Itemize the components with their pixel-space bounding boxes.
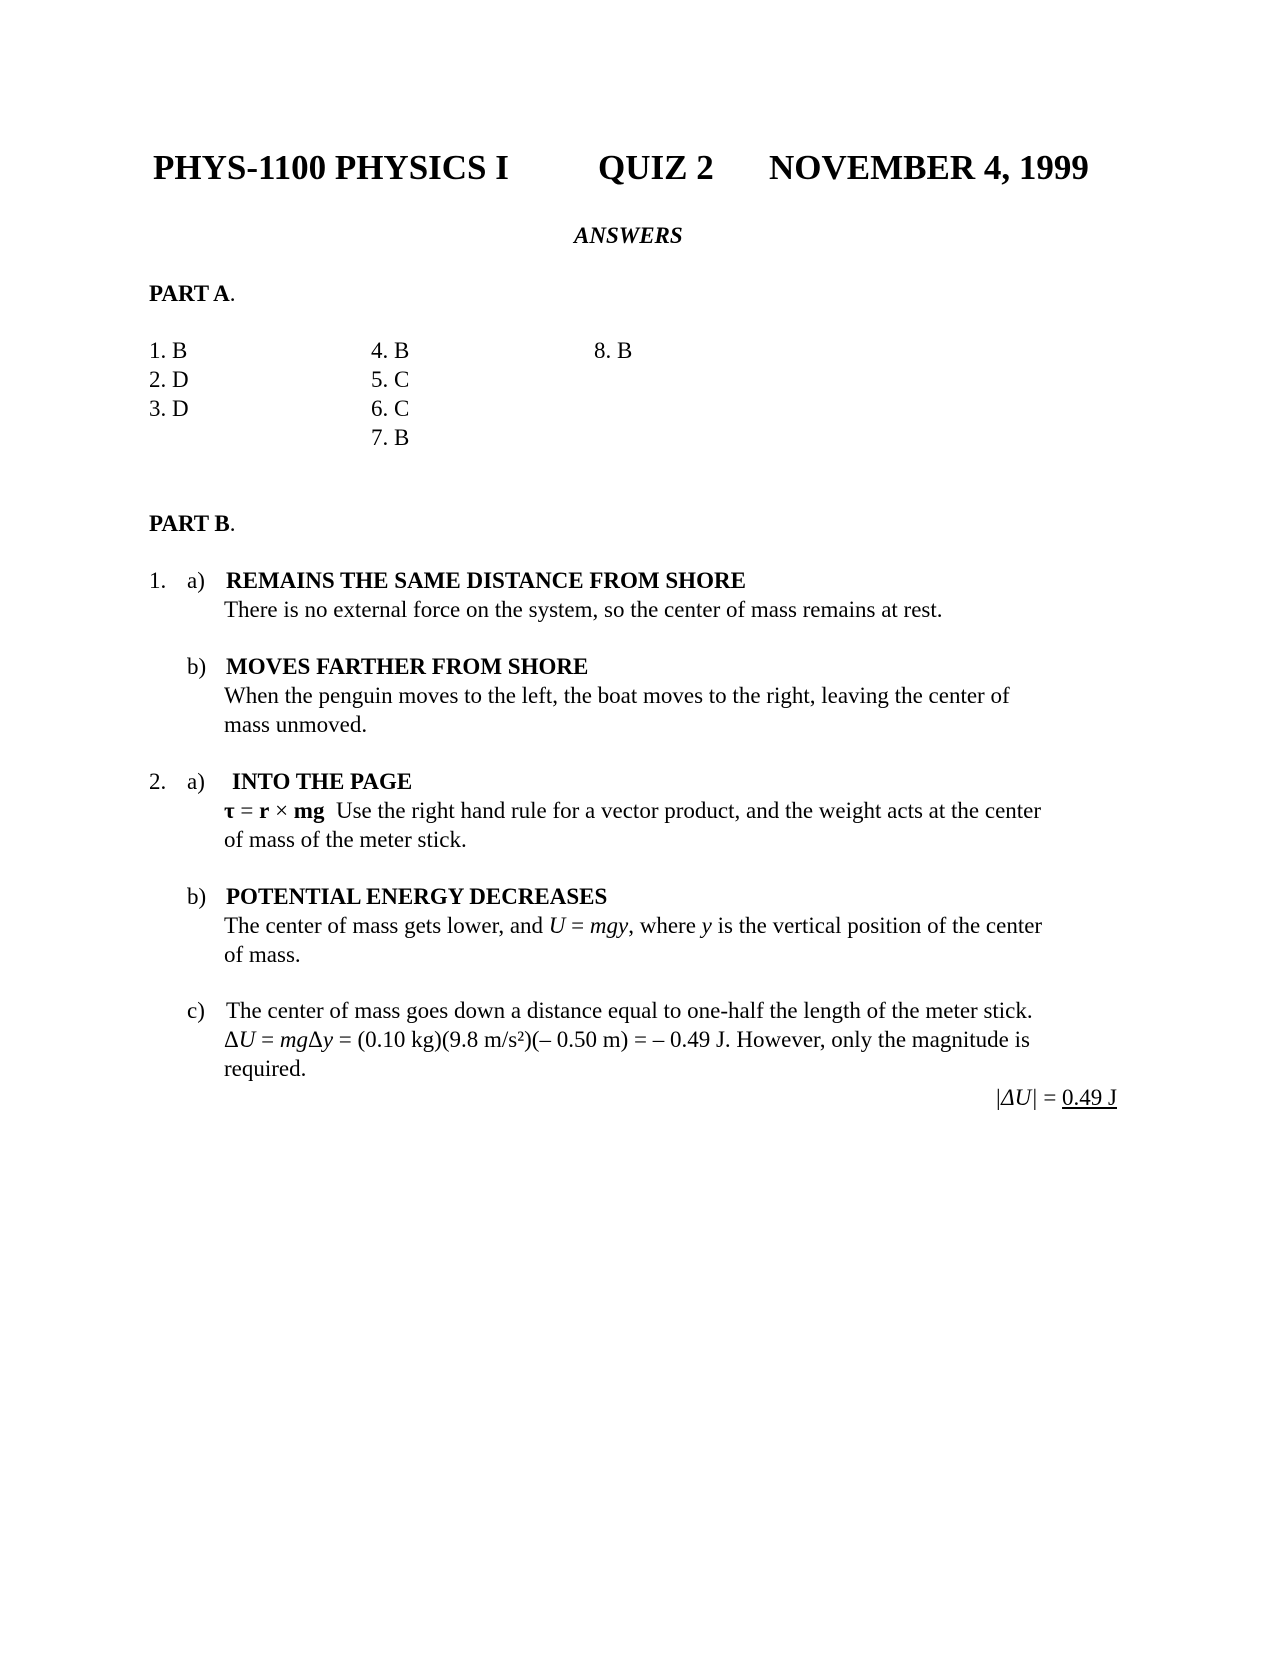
mc-answer: 7. B [371,425,410,450]
var-y: y [322,1027,334,1052]
q2b-answer: POTENTIAL ENERGY DECREASES [226,884,608,909]
part-a-heading-period: . [229,281,236,306]
q2b-explanation-line1 [224,911,1042,940]
mc-answer: 3. D [149,396,189,421]
course-title: PHYS-1100 PHYSICS I [153,148,509,187]
equals: = [565,913,590,938]
q2b-exp-text: is the vertical position of the center [711,913,1043,938]
q2-number: 2. [149,769,167,794]
formula-cross: × [269,798,294,823]
var-y: y [701,913,712,938]
q2c-line3: required. [224,1056,307,1081]
result-value: 0.49 J [1062,1085,1117,1110]
q1b-label: b) [187,654,207,679]
part-b-heading-period: . [229,511,236,536]
part-a-heading [149,282,236,305]
part-a-heading-text: PART A [149,281,230,306]
q2c-line1: The center of mass goes down a distance equal to one-half the length of the meter stick. [226,998,1033,1023]
mc-answer: 5. C [371,367,410,392]
formula-r: r [259,798,270,823]
q2a-explanation-line2: of mass of the meter stick. [224,827,467,852]
mc-answer: 2. D [149,367,189,392]
torque-symbol: τ [224,798,235,823]
quiz-date: NOVEMBER 4, 1999 [769,148,1089,187]
q2a-formula-line [224,796,1041,825]
answers-subtitle: ANSWERS [574,223,683,248]
quiz-title: QUIZ 2 [598,148,714,187]
mc-answer: 8. B [594,338,633,363]
equals: = [255,1027,280,1052]
q2a-answer: INTO THE PAGE [232,769,413,794]
var-mgy: mgy [589,913,629,938]
q2c-result [995,1083,1117,1112]
q1b-answer: MOVES FARTHER FROM SHORE [226,654,589,679]
q2c-label: c) [187,998,205,1023]
mc-answer: 6. C [371,396,410,421]
part-b-heading-text: PART B [149,511,230,536]
q2a-label: a) [187,769,205,794]
mc-answer: 4. B [371,338,410,363]
q2b-exp-text: , where [628,913,702,938]
q1a-answer: REMAINS THE SAME DISTANCE FROM SHORE [226,568,746,593]
q1-number: 1. [149,568,167,593]
var-U: U [548,913,566,938]
result-equals: = [1037,1085,1063,1110]
q2c-line2 [224,1025,1030,1054]
q1a-explanation: There is no external force on the system, so the center of mass remains at rest. [224,597,943,622]
q2c-calculation: = (0.10 kg)(9.8 m/s²)(– 0.50 m) = – 0.49 J. However, only the magnitude is [333,1027,1030,1052]
var-mg: mg [279,1027,309,1052]
q2b-label: b) [187,884,207,909]
part-a-column-2 [371,336,409,452]
q1a-label: a) [187,568,205,593]
var-U: U [238,1027,256,1052]
q1b-explanation-line2: mass unmoved. [224,712,368,737]
q1b-explanation-line1: When the penguin moves to the left, the boat moves to the right, leaving the center of [224,683,1010,708]
q2b-exp-text: The center of mass gets lower, and [224,913,549,938]
delta-symbol: Δ [308,1027,323,1052]
q2b-explanation-line2: of mass. [224,942,301,967]
formula-mg: mg [293,798,325,823]
part-a-column-3 [594,336,632,365]
q2a-explanation-line1: Use the right hand rule for a vector product, and the weight acts at the center [335,798,1042,823]
part-b-heading [149,512,236,535]
delta-symbol: Δ [224,1027,239,1052]
result-lhs: |ΔU| [994,1085,1038,1110]
part-a-column-1 [149,336,189,423]
mc-answer: 1. B [149,338,188,363]
formula-equals: = [234,798,260,823]
